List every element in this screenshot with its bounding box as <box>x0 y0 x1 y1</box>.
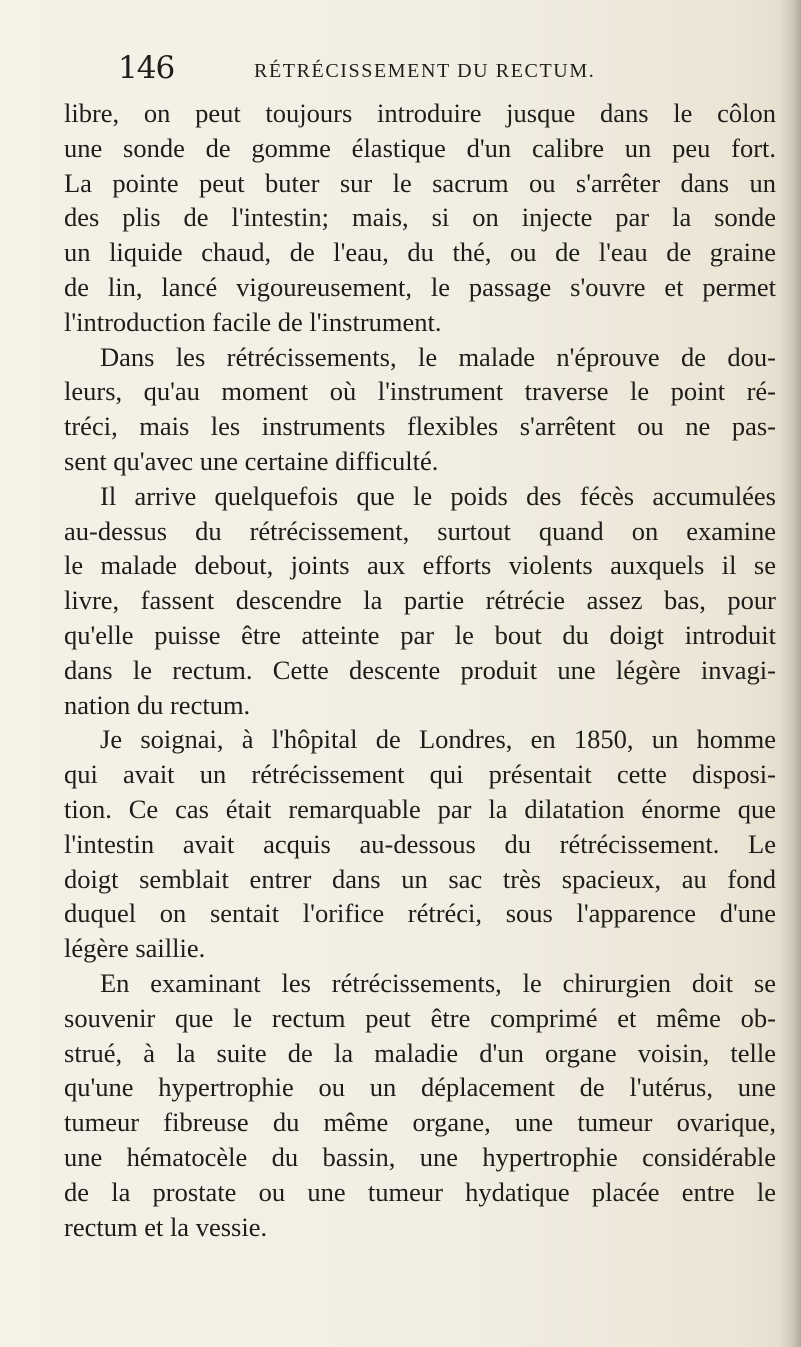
text-line: tion. Ce cas était remarquable par la dilatation énorme que <box>64 793 776 824</box>
text-line: livre, fassent descendre la partie rétrécie assez bas, pour <box>64 585 776 616</box>
text-line: libre, on peut toujours introduire jusque dans le côlon <box>64 98 776 128</box>
text-line: rectum et la vessie. <box>64 1211 268 1242</box>
running-head: RÉTRÉCISSEMENT DU RECTUM. <box>254 60 596 82</box>
text-line: l'introduction facile de l'instrument. <box>64 306 442 337</box>
text-line: l'intestin avait acquis au-dessous du rétrécissement. Le <box>64 828 776 859</box>
body-text <box>64 96 776 1244</box>
text-line: de la prostate ou une tumeur hydatique placée entre le <box>64 1176 776 1207</box>
text-line: tumeur fibreuse du même organe, une tumeur ovarique, <box>64 1107 776 1138</box>
text-line: strué, à la suite de la maladie d'un organe voisin, telle <box>64 1037 776 1068</box>
text-line: une sonde de gomme élastique d'un calibre un peu fort. <box>64 132 776 163</box>
text-line: des plis de l'intestin; mais, si on injecte par la sonde <box>64 202 776 233</box>
paragraph-first-line: Je soignai, à l'hôpital de Londres, en 1850, un homme <box>100 724 776 755</box>
page-edge-shadow <box>779 0 801 1347</box>
text-line: doigt semblait entrer dans un sac très spacieux, au fond <box>64 863 776 894</box>
text-line: de lin, lancé vigoureusement, le passage s'ouvre et permet <box>64 271 776 302</box>
paragraph-first-line: Dans les rétrécissements, le malade n'éprouve de dou- <box>100 341 776 372</box>
text-line: au-dessus du rétrécissement, surtout quand on examine <box>64 515 776 546</box>
text-line: légère saillie. <box>64 933 206 964</box>
text-line: dans le rectum. Cette descente produit une légère invagi- <box>64 654 776 685</box>
text-line: un liquide chaud, de l'eau, du thé, ou de l'eau de graine <box>64 237 776 268</box>
text-line: leurs, qu'au moment où l'instrument traverse le point ré- <box>64 376 776 407</box>
text-line: La pointe peut buter sur le sacrum ou s'arrêter dans un <box>64 167 776 198</box>
text-line: nation du rectum. <box>64 689 251 720</box>
text-line: une hématocèle du bassin, une hypertrophie considérable <box>64 1141 776 1172</box>
text-line: qui avait un rétrécissement qui présentait cette disposi- <box>64 759 776 790</box>
text-line: souvenir que le rectum peut être comprimé et même ob- <box>64 1002 776 1033</box>
text-line: le malade debout, joints aux efforts violents auxquels il se <box>64 550 776 581</box>
paragraph-first-line: En examinant les rétrécissements, le chirurgien doit se <box>100 967 776 998</box>
text-line: qu'une hypertrophie ou un déplacement de l'utérus, une <box>64 1072 776 1103</box>
text-line: duquel on sentait l'orifice rétréci, sous l'apparence d'une <box>64 898 776 929</box>
page-number: 146 <box>118 50 175 86</box>
page-header <box>118 40 738 90</box>
text-line: sent qu'avec une certaine difficulté. <box>64 445 439 476</box>
text-line: tréci, mais les instruments flexibles s'arrêtent ou ne pas- <box>64 411 776 442</box>
paragraph-first-line: Il arrive quelquefois que le poids des fécès accumulées <box>100 480 776 511</box>
text-line: qu'elle puisse être atteinte par le bout du doigt introduit <box>64 619 776 650</box>
